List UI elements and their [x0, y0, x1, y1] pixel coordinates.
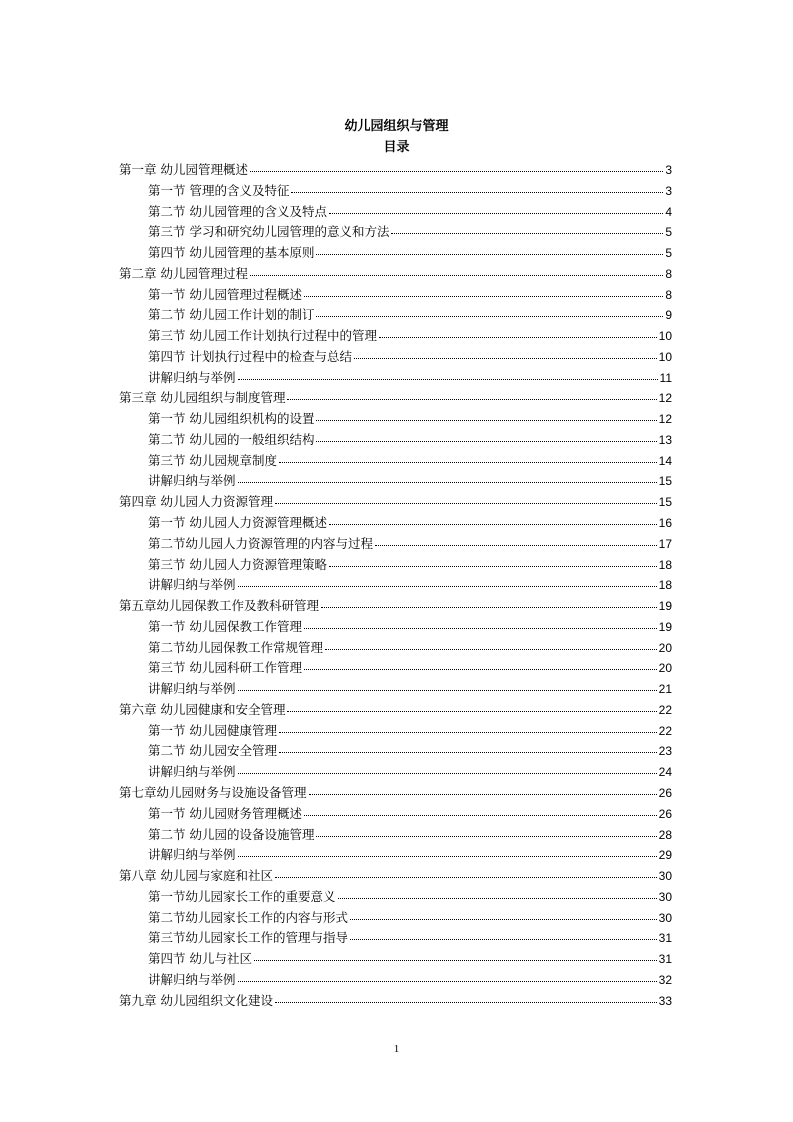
toc-section-entry[interactable]: [119, 825, 672, 846]
page-number: 1: [393, 1043, 400, 1055]
toc-entry-page-number: 29: [658, 848, 672, 863]
toc-chapter-entry[interactable]: [119, 991, 672, 1012]
toc-entry-page-number: 5: [665, 246, 672, 261]
toc-dot-leader: [316, 440, 656, 442]
toc-entry-page-number: 22: [658, 723, 672, 738]
toc-section-entry[interactable]: [119, 887, 672, 908]
toc-entry-page-number: 9: [665, 308, 672, 323]
toc-chapter-entry[interactable]: [119, 388, 672, 409]
toc-dot-leader: [275, 502, 657, 504]
toc-entry-page-number: 21: [658, 682, 672, 697]
toc-entry-label: 第二节 幼儿园安全管理: [148, 743, 277, 759]
toc-entry-label: 讲解归纳与举例: [148, 764, 236, 780]
toc-entry-label: 第四章 幼儿园人力资源管理: [119, 494, 273, 510]
toc-dot-leader: [304, 627, 657, 629]
toc-section-entry[interactable]: [119, 658, 672, 679]
toc-entry-label: 第一节幼儿园家长工作的重要意义: [148, 888, 336, 904]
toc-dot-leader: [287, 710, 656, 712]
toc-section-entry[interactable]: [119, 534, 672, 555]
toc-entry-label: 第一节 幼儿园保教工作管理: [148, 618, 302, 634]
toc-chapter-entry[interactable]: [119, 264, 672, 285]
toc-dot-leader: [316, 835, 656, 837]
toc-section-entry[interactable]: [119, 741, 672, 762]
toc-entry-label: 第一章 幼儿园管理概述: [119, 162, 248, 177]
toc-section-entry[interactable]: [119, 679, 672, 700]
toc-entry-page-number: 28: [658, 827, 672, 842]
toc-section-entry[interactable]: [119, 243, 672, 264]
toc-entry-label: 第三节 学习和研究幼儿园管理的意义和方法: [148, 224, 390, 240]
toc-section-entry[interactable]: [119, 181, 672, 202]
toc-entry-page-number: 33: [658, 993, 672, 1008]
toc-dot-leader: [279, 731, 657, 733]
toc-entry-page-number: 14: [658, 453, 672, 468]
toc-dot-leader: [304, 668, 657, 670]
toc-entry-label: 第三节 幼儿园科研工作管理: [148, 660, 302, 676]
toc-section-entry[interactable]: [119, 368, 672, 389]
toc-dot-leader: [316, 315, 663, 317]
toc-entry-label: 第六章 幼儿园健康和安全管理: [119, 701, 286, 717]
toc-entry-label: 第一节 幼儿园组织机构的设置: [148, 411, 315, 427]
toc-chapter-entry[interactable]: [119, 783, 672, 804]
toc-dot-leader: [316, 253, 663, 255]
toc-section-entry[interactable]: [119, 617, 672, 638]
toc-entry-label: 第三节幼儿园家长工作的管理与指导: [148, 930, 349, 946]
toc-dot-leader: [238, 855, 657, 857]
toc-entry-page-number: 23: [658, 744, 672, 759]
toc-dot-leader: [279, 461, 657, 463]
toc-section-entry[interactable]: [119, 721, 672, 742]
toc-entry-label: 第二节 幼儿园管理的含义及特点: [148, 203, 327, 219]
toc-dot-leader: [238, 980, 657, 982]
toc-entry-label: 第四节 计划执行过程中的检查与总结: [148, 348, 352, 364]
toc-entry-label: 讲解归纳与举例: [148, 577, 236, 593]
toc-entry-page-number: 10: [658, 349, 672, 364]
toc-section-entry[interactable]: [119, 202, 672, 223]
toc-dot-leader: [287, 398, 656, 400]
toc-entry-label: 第二章 幼儿园管理过程: [119, 265, 248, 281]
toc-section-entry[interactable]: [119, 285, 672, 306]
toc-section-entry[interactable]: [119, 928, 672, 949]
toc-dot-leader: [316, 419, 656, 421]
toc-entry-label: 讲解归纳与举例: [148, 681, 236, 697]
toc-dot-leader: [375, 544, 657, 546]
toc-entry-label: 第一节 幼儿园健康管理: [148, 722, 277, 738]
toc-dot-leader: [238, 378, 658, 380]
toc-entry-label: 第九章 幼儿园组织文化建设: [119, 992, 273, 1008]
toc-entry-label: 第一节 管理的含义及特征: [148, 182, 290, 198]
toc-entry-page-number: 30: [658, 910, 672, 925]
toc-dot-leader: [250, 170, 663, 172]
toc-entry-label: 第八章 幼儿园与家庭和社区: [119, 868, 273, 884]
table-of-contents: [119, 160, 672, 1011]
toc-dot-leader: [275, 1001, 657, 1003]
toc-entry-label: 第四节 幼儿园管理的基本原则: [148, 245, 315, 261]
toc-section-entry[interactable]: [119, 430, 672, 451]
toc-entry-page-number: 10: [658, 329, 672, 344]
toc-dot-leader: [275, 876, 657, 878]
toc-entry-page-number: 24: [658, 765, 672, 780]
toc-entry-page-number: 17: [658, 536, 672, 551]
toc-section-entry[interactable]: [119, 908, 672, 929]
toc-entry-page-number: 20: [658, 661, 672, 676]
toc-dot-leader: [329, 523, 657, 525]
toc-entry-label: 讲解归纳与举例: [148, 369, 236, 385]
toc-entry-label: 第三节 幼儿园规章制度: [148, 452, 277, 468]
toc-entry-page-number: 26: [658, 785, 672, 800]
toc-section-entry[interactable]: [119, 638, 672, 659]
toc-entry-page-number: 30: [658, 889, 672, 904]
toc-entry-page-number: 4: [665, 204, 672, 219]
toc-entry-label: 第二节幼儿园家长工作的内容与形式: [148, 909, 349, 925]
toc-section-entry[interactable]: [119, 949, 672, 970]
toc-chapter-entry[interactable]: [119, 596, 672, 617]
toc-section-entry[interactable]: [119, 326, 672, 347]
toc-entry-page-number: 19: [658, 619, 672, 634]
toc-dot-leader: [354, 357, 657, 359]
toc-entry-label: 第二节 幼儿园的一般组织结构: [148, 431, 315, 447]
document-title: 幼儿园组织与管理: [344, 119, 449, 134]
toc-entry-label: 讲解归纳与举例: [148, 847, 236, 863]
toc-dot-leader: [304, 814, 657, 816]
toc-dot-leader: [309, 793, 657, 795]
toc-entry-label: 讲解归纳与举例: [148, 971, 236, 987]
toc-entry-page-number: 3: [665, 163, 672, 177]
toc-entry-label: 第三节 幼儿园工作计划执行过程中的管理: [148, 328, 377, 344]
toc-entry-page-number: 22: [658, 702, 672, 717]
toc-chapter-entry[interactable]: [119, 866, 672, 887]
toc-dot-leader: [379, 336, 657, 338]
toc-section-entry[interactable]: [119, 970, 672, 991]
toc-entry-page-number: 12: [658, 391, 672, 406]
toc-dot-leader: [338, 897, 657, 899]
toc-entry-page-number: 26: [658, 806, 672, 821]
toc-heading: 目录: [383, 140, 410, 155]
toc-entry-page-number: 19: [658, 599, 672, 614]
toc-dot-leader: [238, 585, 657, 587]
toc-chapter-entry[interactable]: [119, 700, 672, 721]
toc-section-entry[interactable]: [119, 409, 672, 430]
toc-entry-label: 第二节幼儿园保教工作常规管理: [148, 639, 324, 655]
toc-dot-leader: [238, 772, 657, 774]
toc-chapter-entry[interactable]: [119, 160, 672, 181]
toc-entry-label: 第二节幼儿园人力资源管理的内容与过程: [148, 535, 374, 551]
toc-entry-page-number: 5: [665, 225, 672, 240]
toc-section-entry[interactable]: [119, 222, 672, 243]
toc-dot-leader: [250, 274, 663, 276]
toc-dot-leader: [304, 295, 663, 297]
toc-section-entry[interactable]: [119, 804, 672, 825]
toc-entry-page-number: 11: [659, 370, 672, 385]
toc-section-entry[interactable]: [119, 575, 672, 596]
toc-entry-page-number: 15: [658, 474, 672, 489]
toc-section-entry[interactable]: [119, 305, 672, 326]
toc-entry-page-number: 18: [658, 557, 672, 572]
toc-dot-leader: [291, 191, 663, 193]
toc-section-entry[interactable]: [119, 471, 672, 492]
toc-entry-page-number: 8: [665, 266, 672, 281]
toc-dot-leader: [391, 232, 663, 234]
toc-entry-page-number: 15: [658, 495, 672, 510]
toc-dot-leader: [325, 648, 657, 650]
toc-dot-leader: [238, 689, 657, 691]
toc-entry-label: 讲解归纳与举例: [148, 473, 236, 489]
toc-entry-page-number: 16: [658, 516, 672, 531]
toc-entry-label: 第一节 幼儿园财务管理概述: [148, 805, 302, 821]
toc-dot-leader: [321, 606, 657, 608]
toc-entry-label: 第四节 幼儿与社区: [148, 951, 252, 967]
toc-entry-label: 第五章幼儿园保教工作及教科研管理: [119, 598, 320, 614]
toc-dot-leader: [279, 751, 657, 753]
toc-entry-page-number: 8: [665, 287, 672, 302]
toc-section-entry[interactable]: [119, 347, 672, 368]
toc-entry-label: 第二节 幼儿园工作计划的制订: [148, 307, 315, 323]
toc-entry-label: 第七章幼儿园财务与设施设备管理: [119, 784, 307, 800]
toc-entry-page-number: 30: [658, 869, 672, 884]
toc-entry-page-number: 18: [658, 578, 672, 593]
toc-dot-leader: [329, 565, 657, 567]
toc-entry-label: 第三节 幼儿园人力资源管理策略: [148, 556, 327, 572]
toc-dot-leader: [254, 959, 657, 961]
toc-entry-page-number: 13: [658, 432, 672, 447]
toc-section-entry[interactable]: [119, 555, 672, 576]
toc-entry-label: 第一节 幼儿园管理过程概述: [148, 286, 302, 302]
toc-dot-leader: [350, 918, 657, 920]
toc-entry-label: 第二节 幼儿园的设备设施管理: [148, 826, 315, 842]
toc-entry-label: 第三章 幼儿园组织与制度管理: [119, 390, 286, 406]
toc-entry-page-number: 32: [658, 972, 672, 987]
toc-section-entry[interactable]: [119, 451, 672, 472]
toc-entry-page-number: 31: [658, 952, 672, 967]
toc-dot-leader: [238, 481, 657, 483]
toc-section-entry[interactable]: [119, 845, 672, 866]
toc-entry-page-number: 3: [665, 183, 672, 198]
toc-section-entry[interactable]: [119, 762, 672, 783]
toc-section-entry[interactable]: [119, 513, 672, 534]
toc-entry-label: 第一节 幼儿园人力资源管理概述: [148, 515, 327, 531]
toc-dot-leader: [329, 212, 663, 214]
toc-chapter-entry[interactable]: [119, 492, 672, 513]
toc-dot-leader: [350, 938, 657, 940]
toc-entry-page-number: 31: [658, 931, 672, 946]
toc-entry-page-number: 20: [658, 640, 672, 655]
toc-entry-page-number: 12: [658, 412, 672, 427]
